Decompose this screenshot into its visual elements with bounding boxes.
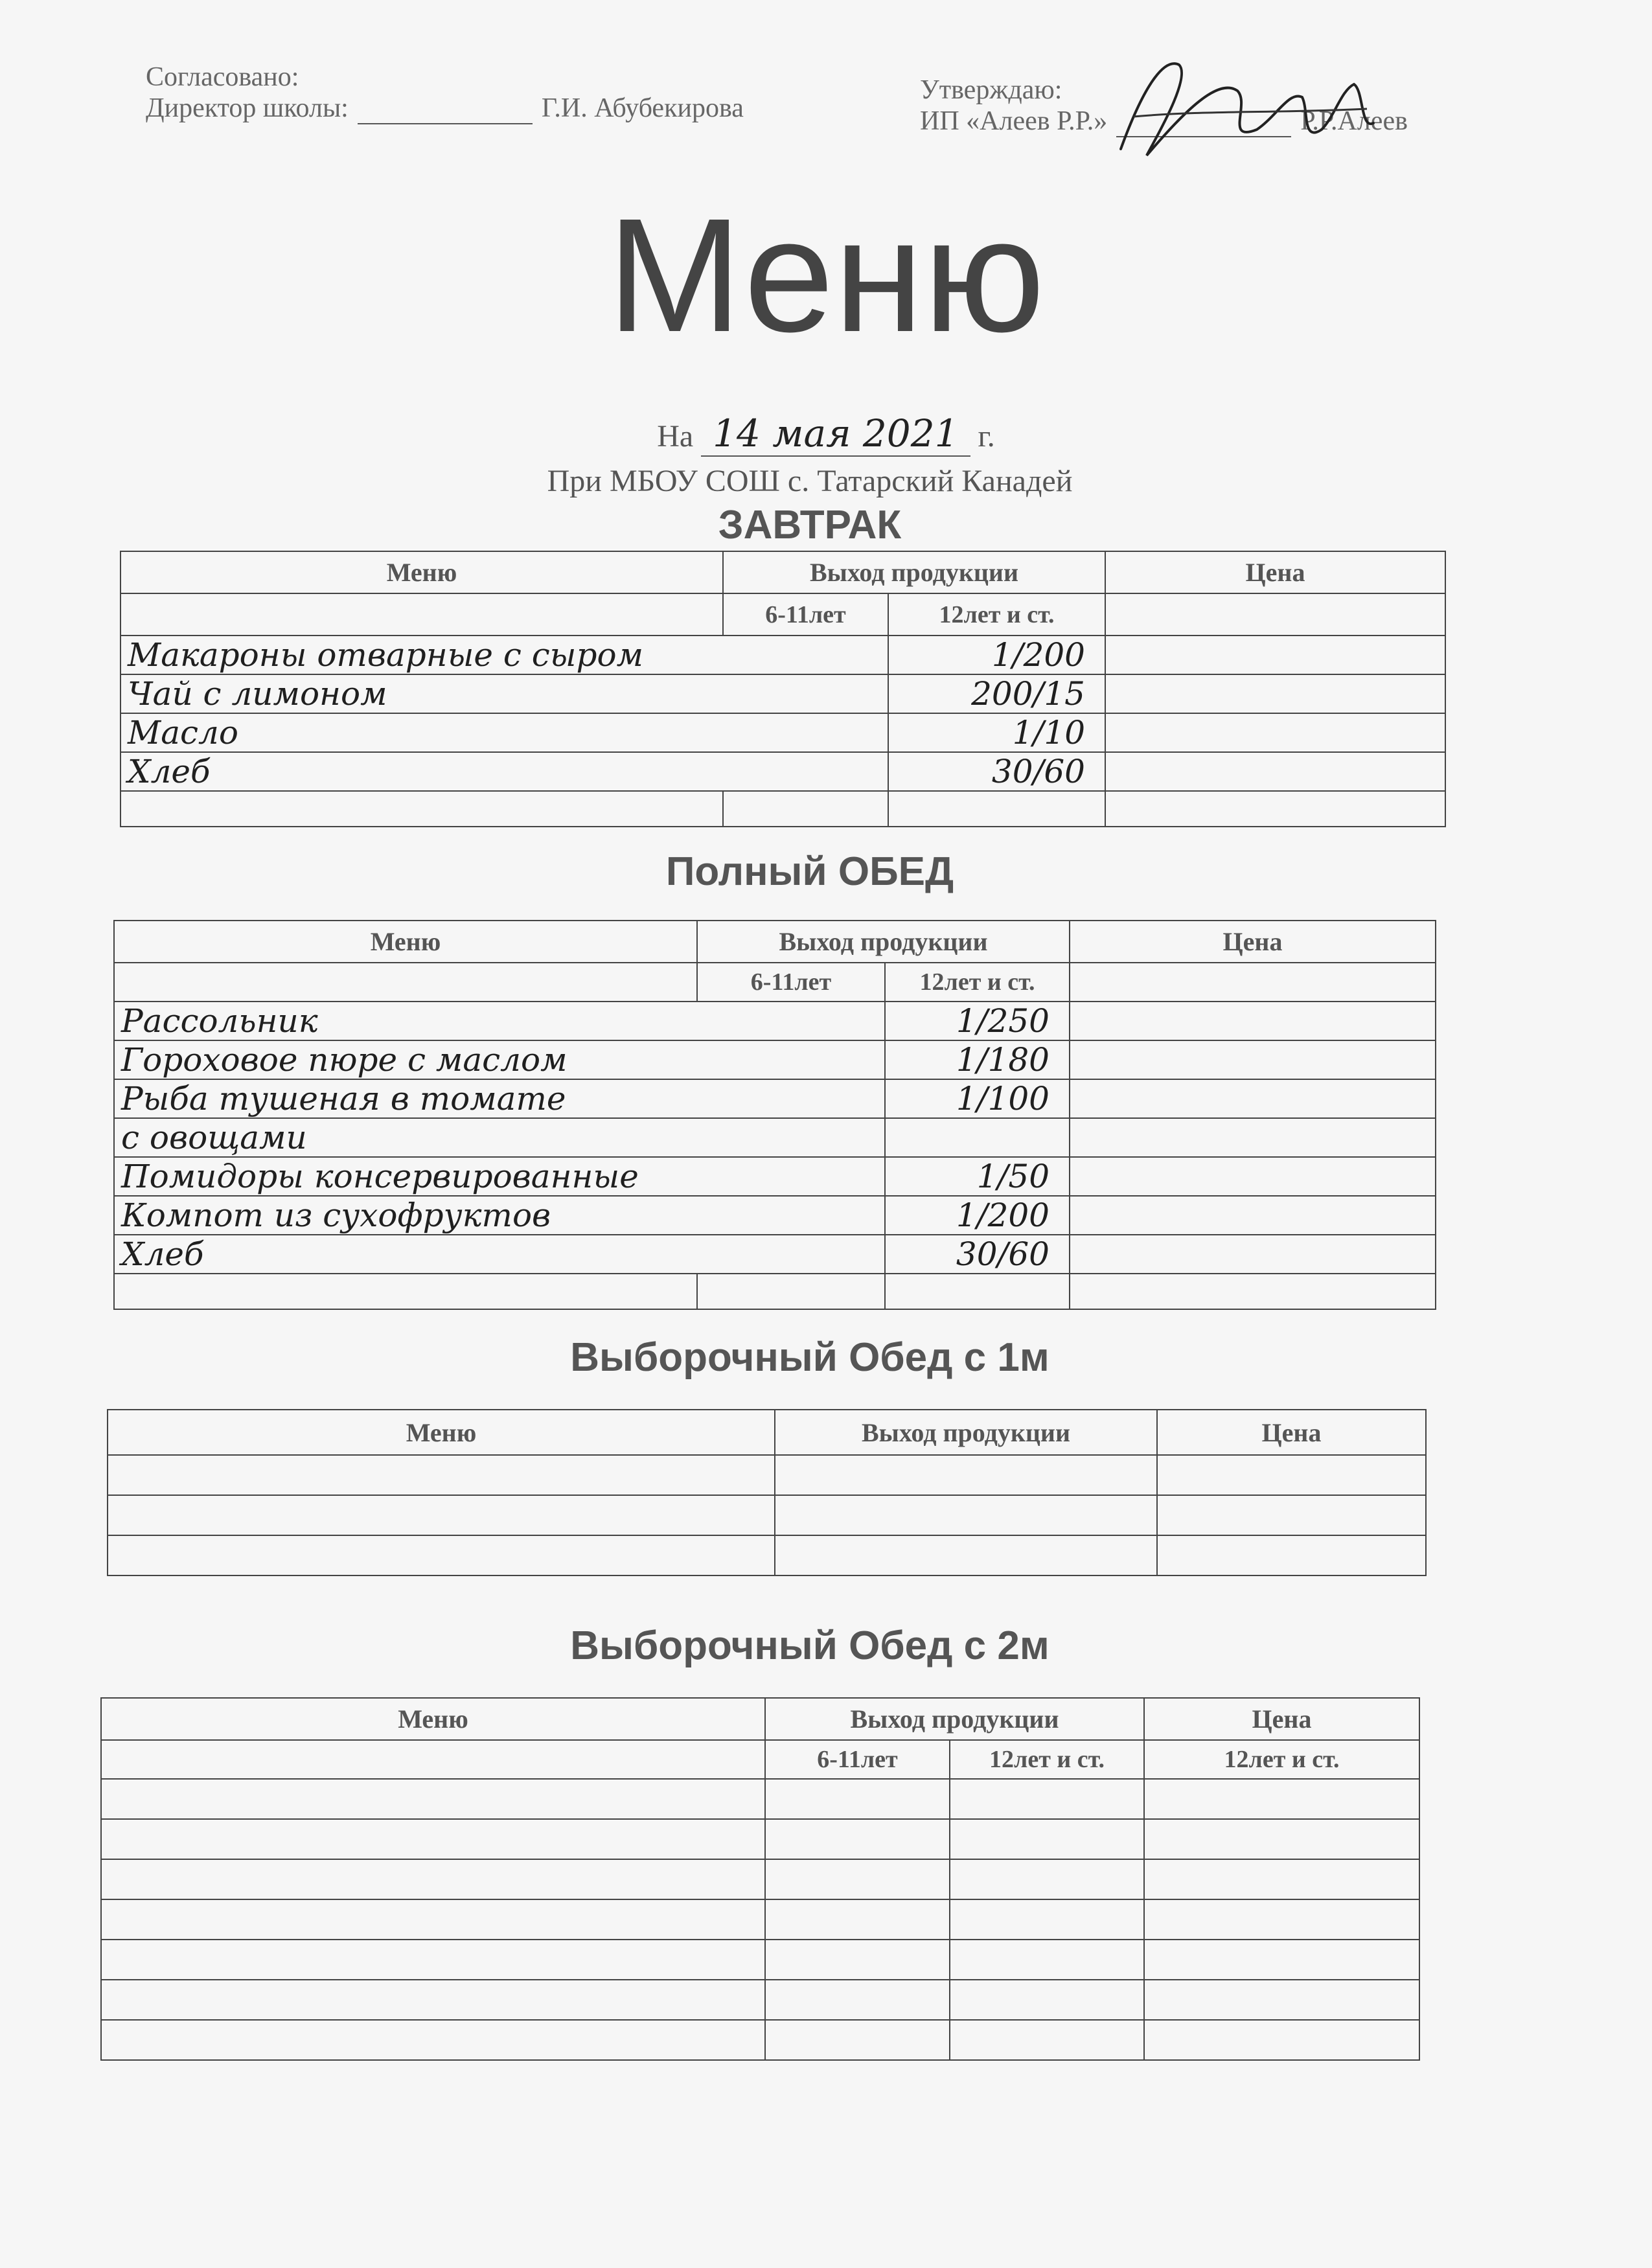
approval-left-label: Согласовано:	[146, 62, 299, 92]
price-header: Цена	[1105, 551, 1445, 593]
table-row	[114, 1118, 1436, 1157]
approval-right-name: Р.Р.Алеев	[1300, 106, 1408, 137]
table-row	[101, 1940, 1419, 1980]
age-6-11-header: 6-11лет	[697, 963, 885, 1002]
table-row	[101, 1779, 1419, 1819]
dish-name: Чай с лимоном	[120, 674, 888, 713]
dish-yield: 1/250	[885, 1002, 1070, 1040]
age-12-header: 12лет и ст.	[885, 963, 1070, 1002]
dish-yield: 1/200	[888, 636, 1105, 674]
full-lunch-title: Полный ОБЕД	[665, 849, 954, 894]
table-row	[114, 1079, 1436, 1118]
dish-yield: 200/15	[888, 674, 1105, 713]
table-row	[101, 1980, 1419, 2020]
approval-left	[146, 62, 744, 124]
approval-left-name: Г.И. Абубекирова	[541, 93, 744, 124]
dish-name: Масло	[120, 713, 888, 752]
table-row	[114, 1235, 1436, 1274]
approval-right-label: Утверждаю:	[920, 75, 1062, 105]
dish-yield: 1/100	[885, 1079, 1070, 1118]
lunch-2-table	[100, 1697, 1420, 2061]
dish-yield: 30/60	[885, 1235, 1070, 1274]
price-cell	[1070, 1079, 1436, 1118]
price-header: Цена	[1144, 1698, 1419, 1740]
dish-name: Макароны отварные с сыром	[120, 636, 888, 674]
school-line: При МБОУ СОШ с. Татарский Канадей	[547, 464, 1073, 498]
price-cell	[1070, 1157, 1436, 1196]
dish-yield: 30/60	[888, 752, 1105, 791]
menu-header: Меню	[101, 1698, 765, 1740]
table-row	[101, 1899, 1419, 1940]
menu-header: Меню	[114, 921, 697, 963]
empty-cell	[101, 1740, 765, 1779]
dish-yield: 1/180	[885, 1040, 1070, 1079]
output-header: Выход продукции	[775, 1410, 1157, 1455]
lunch-2-title: Выборочный Обед с 2м	[570, 1623, 1050, 1668]
price-cell	[1070, 1002, 1436, 1040]
price-cell	[1105, 713, 1445, 752]
table-row	[108, 1495, 1426, 1535]
table-row	[120, 791, 1445, 827]
age-12-header: 12лет и ст.	[950, 1740, 1144, 1779]
menu-header: Меню	[120, 551, 723, 593]
empty-cell	[120, 593, 723, 636]
price-header: Цена	[1157, 1410, 1426, 1455]
table-row	[101, 1819, 1419, 1859]
table-row	[114, 1196, 1436, 1235]
dish-name: Рыба тушеная в томате	[114, 1079, 885, 1118]
output-header: Выход продукции	[697, 921, 1070, 963]
table-row	[120, 636, 1445, 674]
empty-cell	[1105, 593, 1445, 636]
date-line	[0, 411, 1652, 455]
price-age-12-header: 12лет и ст.	[1144, 1740, 1419, 1779]
dish-name: Хлеб	[114, 1235, 885, 1274]
price-cell	[1070, 1196, 1436, 1235]
lunch-1-table	[107, 1409, 1427, 1576]
dish-name: Рассольник	[114, 1002, 885, 1040]
table-row	[108, 1535, 1426, 1575]
full-lunch-table	[113, 920, 1436, 1310]
price-cell	[1070, 1040, 1436, 1079]
dish-yield: 1/10	[888, 713, 1105, 752]
price-cell	[1105, 636, 1445, 674]
table-row	[114, 1157, 1436, 1196]
empty-cell	[1070, 963, 1436, 1002]
lunch-1-title: Выборочный Обед с 1м	[570, 1335, 1050, 1380]
price-cell	[1105, 674, 1445, 713]
table-row	[120, 674, 1445, 713]
date-suffix: г.	[978, 419, 995, 453]
price-cell	[1105, 752, 1445, 791]
page-title: Меню	[607, 185, 1045, 365]
output-header: Выход продукции	[723, 551, 1105, 593]
empty-cell	[114, 963, 697, 1002]
dish-name: с овощами	[114, 1118, 885, 1157]
table-row	[101, 1859, 1419, 1899]
date-value: 14 мая 2021	[701, 411, 970, 457]
signature-blank-left	[358, 123, 533, 124]
table-row	[114, 1040, 1436, 1079]
handwritten-signature	[1108, 52, 1380, 162]
age-6-11-header: 6-11лет	[765, 1740, 950, 1779]
output-header: Выход продукции	[765, 1698, 1144, 1740]
dish-name: Гороховое пюре с маслом	[114, 1040, 885, 1079]
dish-name: Компот из сухофруктов	[114, 1196, 885, 1235]
table-row	[101, 2020, 1419, 2060]
dish-name: Помидоры консервированные	[114, 1157, 885, 1196]
age-12-header: 12лет и ст.	[888, 593, 1105, 636]
dish-name: Хлеб	[120, 752, 888, 791]
table-row	[108, 1455, 1426, 1495]
approval-right-position: ИП «Алеев Р.Р.»	[920, 106, 1108, 137]
menu-header: Меню	[108, 1410, 775, 1455]
price-cell	[1070, 1118, 1436, 1157]
table-row	[120, 713, 1445, 752]
table-row	[120, 752, 1445, 791]
table-row	[114, 1274, 1436, 1309]
dish-yield: 1/200	[885, 1196, 1070, 1235]
dish-yield	[885, 1118, 1070, 1157]
age-6-11-header: 6-11лет	[723, 593, 888, 636]
table-row	[114, 1002, 1436, 1040]
price-cell	[1070, 1235, 1436, 1274]
breakfast-title: ЗАВТРАК	[718, 503, 902, 547]
breakfast-table	[120, 551, 1446, 827]
date-prefix: На	[657, 419, 694, 453]
approval-left-position: Директор школы:	[146, 93, 349, 124]
dish-yield: 1/50	[885, 1157, 1070, 1196]
price-header: Цена	[1070, 921, 1436, 963]
